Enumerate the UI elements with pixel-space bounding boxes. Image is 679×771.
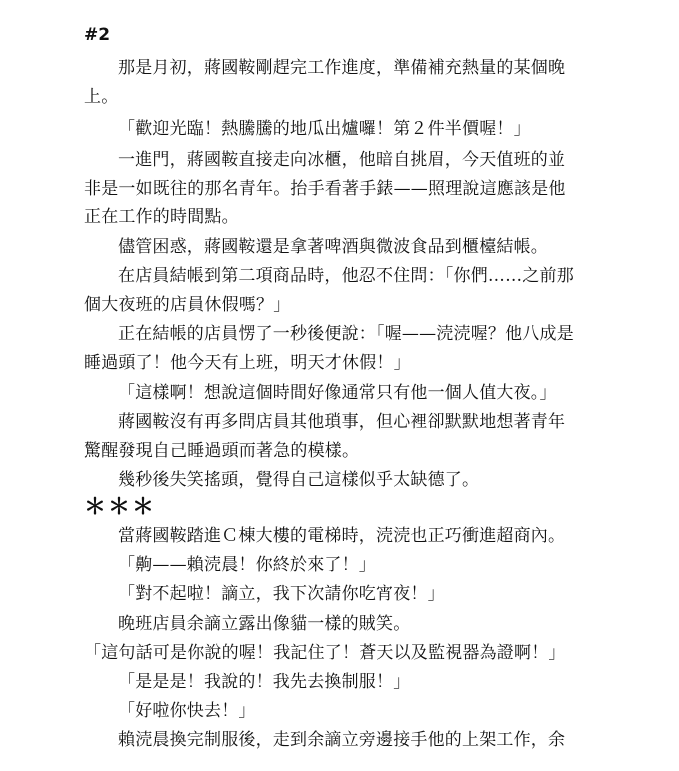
text-line: 非是一如既往的那名青年。抬手看著手錶——照理說這應該是他: [84, 179, 566, 199]
text-line: 個大夜班的店員休假嗎？」: [84, 295, 291, 315]
text-line: 晚班店員余謫立露出像貓一樣的賊笑。: [118, 614, 411, 634]
text-line: 「好啦你快去！」: [118, 701, 256, 721]
text-line: 「是是是！我說的！我先去換制服！」: [118, 672, 411, 692]
text-line: 當蔣國鞍踏進Ｃ棟大樓的電梯時，涜涜也正巧衝進超商內。: [118, 526, 566, 546]
section-break: ＊＊＊: [84, 495, 157, 520]
text-line: 「對不起啦！謫立，我下次請你吃宵夜！」: [118, 584, 445, 604]
text-line: 賴涜晨換完制服後，走到余謫立旁邊接手他的上架工作，余: [118, 730, 566, 750]
text-line: 儘管困惑，蔣國鞍還是拿著啤酒與微波食品到櫃檯結帳。: [118, 237, 548, 257]
text-line: 「這樣啊！想說這個時間好像通常只有他一個人值大夜。」: [118, 383, 557, 403]
text-line: 一進門，蔣國鞍直接走向冰櫃，他暗自挑眉，今天值班的並: [118, 150, 566, 170]
text-line: 上。: [84, 87, 119, 107]
text-line: 蔣國鞍沒有再多問店員其他瑣事，但心裡卻默默地想著青年: [118, 412, 566, 432]
text-line: 在店員結帳到第二項商品時，他忍不住問：「你們……之前那: [118, 266, 574, 286]
text-line: 「歡迎光臨！熱騰騰的地瓜出爐囉！第２件半價喔！」: [118, 119, 531, 139]
text-line: 正在結帳的店員愣了一秒後便說：「喔——涜涜喔？他八成是: [118, 324, 574, 344]
text-line: 「齁——賴涜晨！你終於來了！」: [118, 555, 376, 575]
text-line: 睡過頭了！他今天有上班，明天才休假！」: [84, 353, 411, 373]
section-heading: #2: [84, 25, 111, 45]
text-line: 幾秒後失笑搖頭，覺得自己這樣似乎太缺德了。: [118, 470, 480, 490]
text-line: 正在工作的時間點。: [84, 207, 239, 227]
text-line: 驚醒發現自己睡過頭而著急的模樣。: [84, 441, 360, 461]
text-line: 「這句話可是你說的喔！我記住了！蒼天以及監視器為證啊！」: [84, 643, 566, 663]
text-line: 那是月初，蔣國鞍剛趕完工作進度，準備補充熱量的某個晚: [118, 58, 566, 78]
